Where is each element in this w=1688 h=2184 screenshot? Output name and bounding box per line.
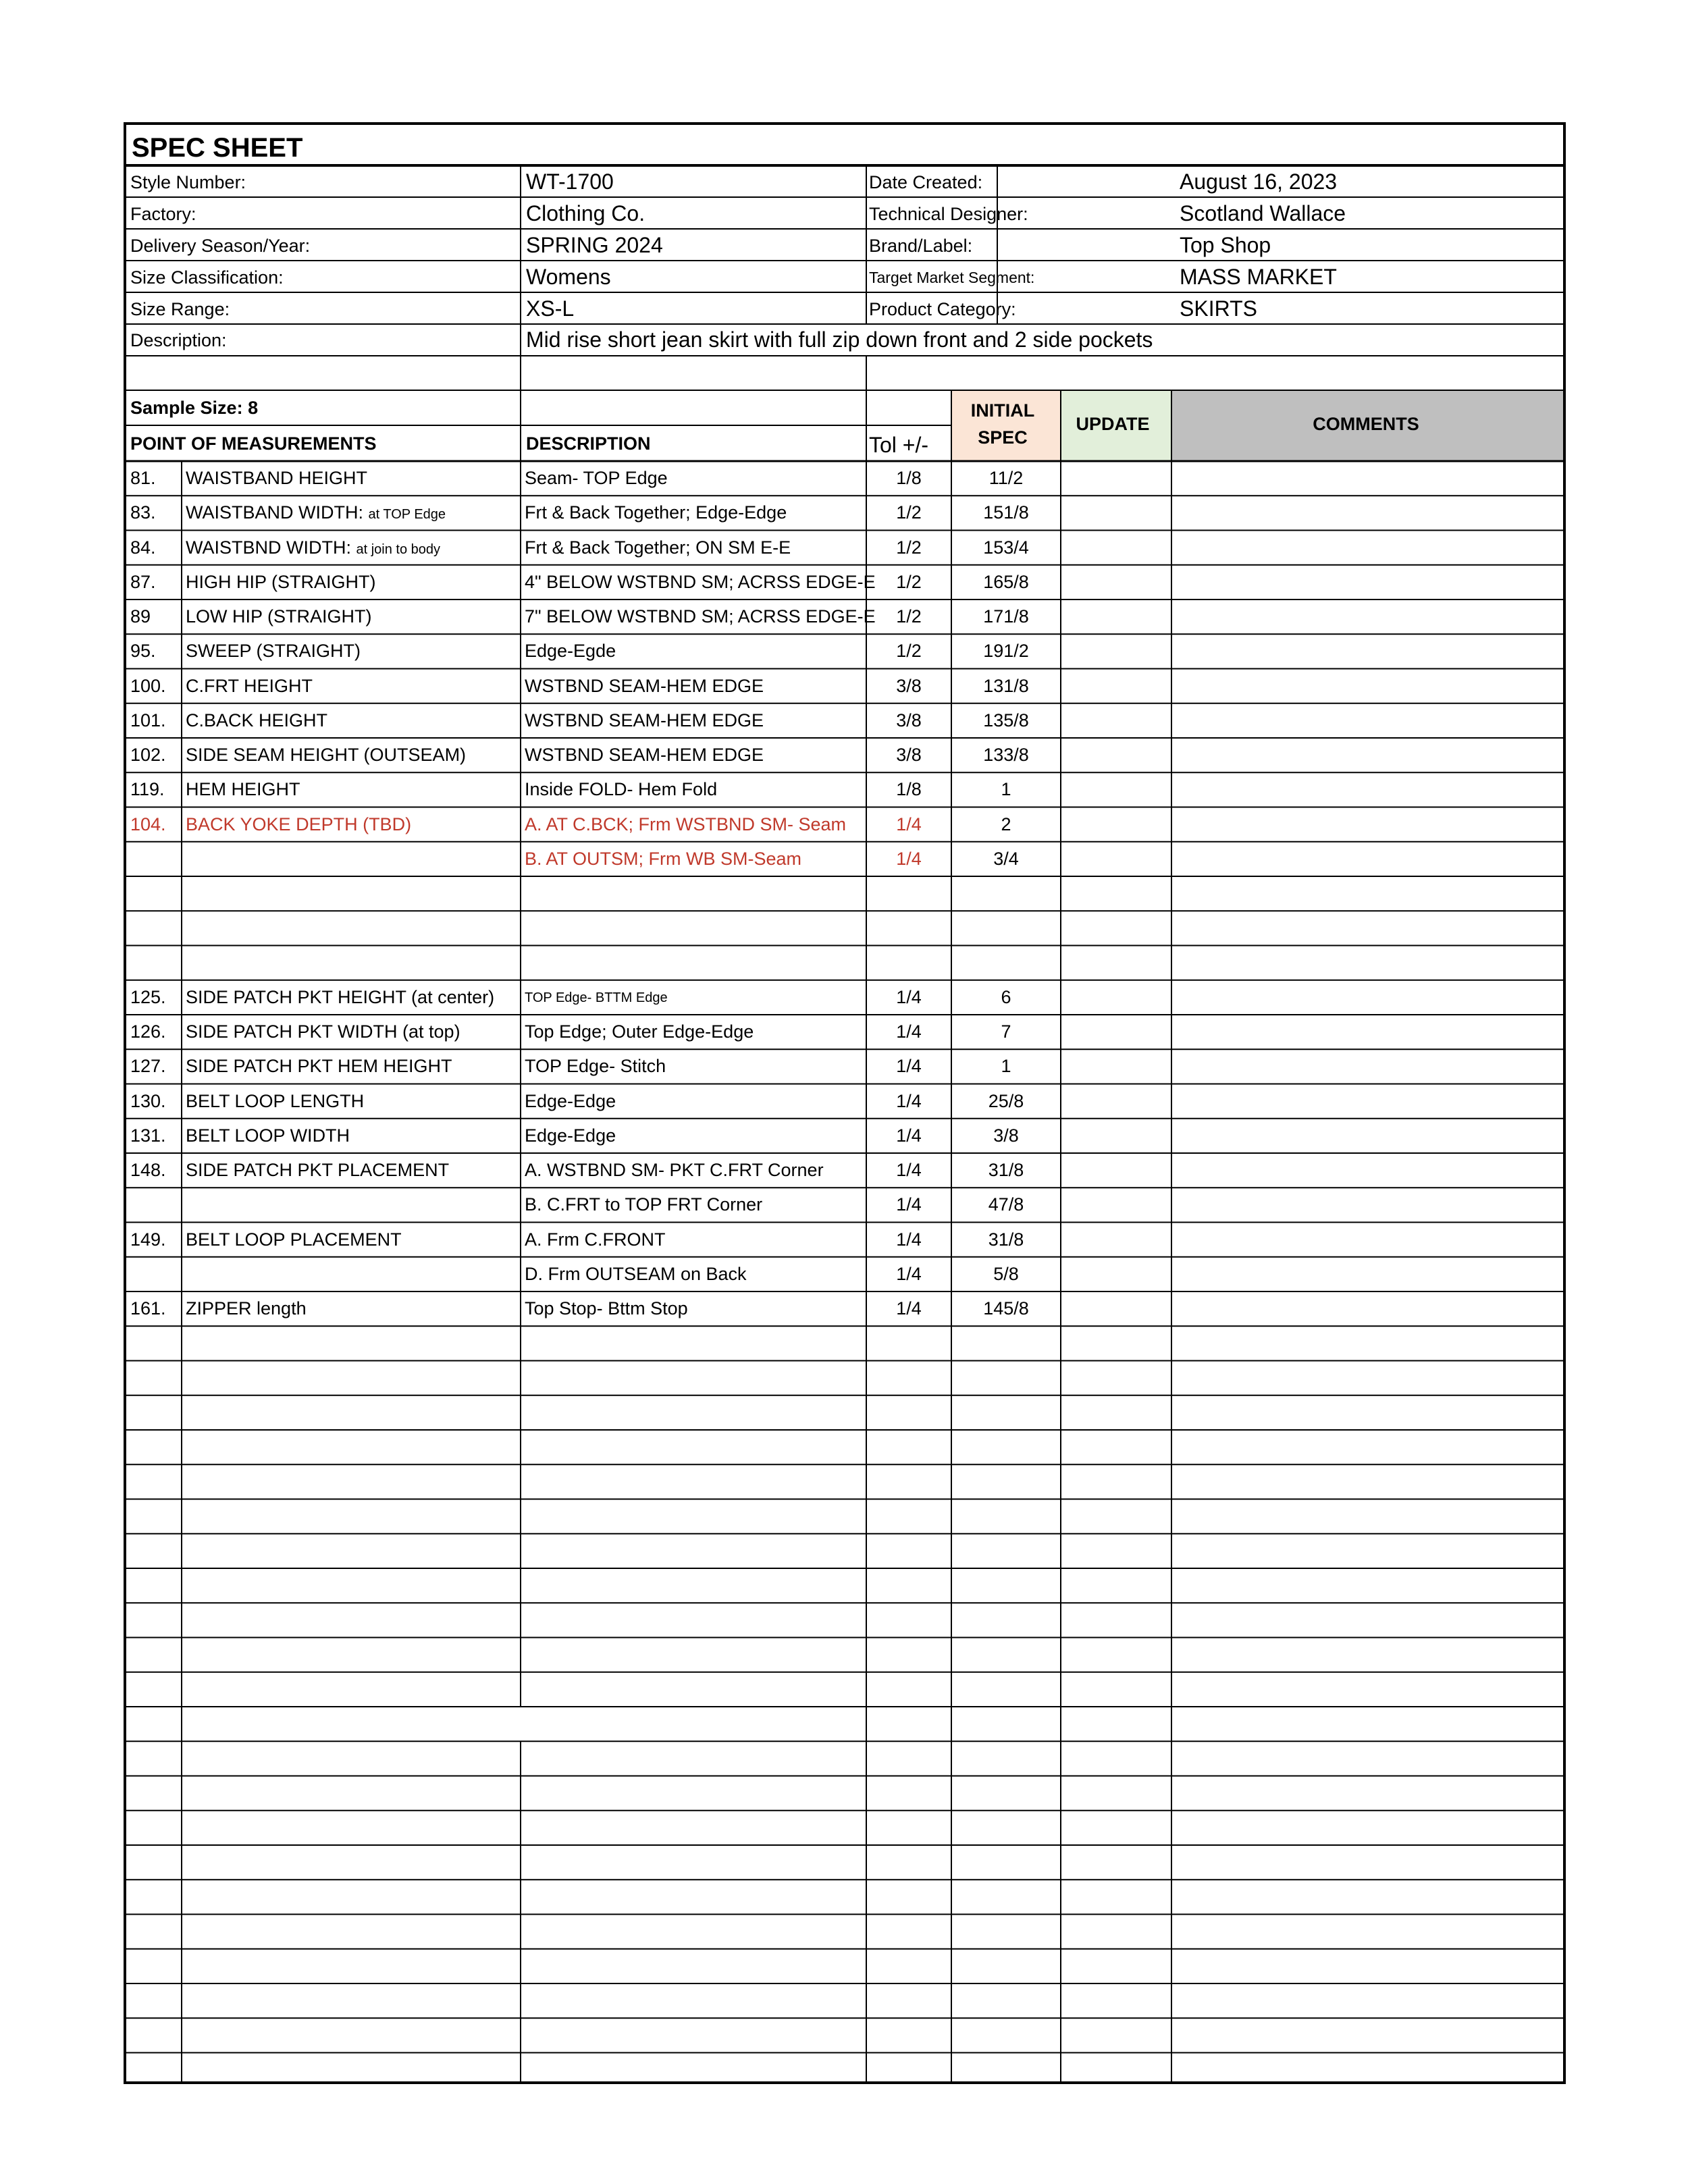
pom-name: BELT LOOP WIDTH bbox=[186, 1125, 350, 1146]
measure-description: Frt & Back Together; ON SM E-E bbox=[525, 537, 791, 558]
measure-description: Edge-Edge bbox=[525, 1090, 616, 1111]
pom-name: SIDE PATCH PKT HEIGHT (at center) bbox=[186, 986, 495, 1007]
measure-description: Seam- TOP Edge bbox=[525, 468, 668, 488]
pom-name: WAISTBAND HEIGHT bbox=[186, 468, 368, 488]
pom-name: SIDE PATCH PKT HEM HEIGHT bbox=[186, 1056, 452, 1077]
tolerance: 1/4 bbox=[896, 1263, 922, 1284]
initial-spec: 1 bbox=[1001, 779, 1011, 800]
measure-description: Top Stop- Bttm Stop bbox=[525, 1298, 688, 1319]
pom-name: LOW HIP (STRAIGHT) bbox=[186, 606, 372, 627]
sample-size: Sample Size: 8 bbox=[130, 398, 259, 418]
pom-name: WAISTBAND WIDTH: at TOP Edge bbox=[186, 502, 446, 523]
initial-spec: 5/8 bbox=[993, 1263, 1019, 1284]
initial-spec: 25/8 bbox=[988, 1090, 1024, 1111]
pom-name: BELT LOOP PLACEMENT bbox=[186, 1229, 402, 1250]
row-number: 87. bbox=[130, 571, 156, 592]
tolerance: 1/8 bbox=[896, 779, 922, 800]
row-number: 127. bbox=[130, 1056, 166, 1077]
row-number: 100. bbox=[130, 675, 166, 696]
tolerance: 1/2 bbox=[896, 502, 922, 523]
measure-description: 7" BELOW WSTBND SM; ACRSS EDGE-E bbox=[525, 606, 876, 627]
pom-name: HEM HEIGHT bbox=[186, 779, 300, 800]
tolerance: 3/8 bbox=[896, 710, 922, 730]
brand-label: Brand/Label: bbox=[869, 236, 973, 256]
tolerance: 3/8 bbox=[896, 745, 922, 765]
size-range-label: Size Range: bbox=[130, 299, 230, 319]
date-created-value: August 16, 2023 bbox=[1180, 169, 1338, 194]
size-range-value: XS-L bbox=[526, 296, 575, 321]
initial-spec: 135/8 bbox=[983, 710, 1029, 730]
description-label: Description: bbox=[130, 330, 227, 350]
tolerance: 1/4 bbox=[896, 1125, 922, 1146]
row-number: 81. bbox=[130, 468, 156, 488]
initial-spec: 171/8 bbox=[983, 606, 1029, 627]
spec-sheet bbox=[124, 122, 1566, 2084]
initial-spec: 3/4 bbox=[993, 848, 1019, 869]
initial-spec: 133/8 bbox=[983, 745, 1029, 765]
row-number: 89 bbox=[130, 606, 151, 627]
pom-name: SIDE SEAM HEIGHT (OUTSEAM) bbox=[186, 745, 467, 765]
tech-designer-value: Scotland Wallace bbox=[1180, 201, 1346, 225]
row-number: 95. bbox=[130, 641, 156, 662]
tolerance: 1/4 bbox=[896, 986, 922, 1007]
product-category-label: Product Category: bbox=[869, 299, 1016, 319]
tolerance: 1/4 bbox=[896, 1090, 922, 1111]
pom-name: ZIPPER length bbox=[186, 1298, 307, 1319]
measure-description: D. Frm OUTSEAM on Back bbox=[525, 1263, 747, 1284]
initial-spec: 151/8 bbox=[983, 502, 1029, 523]
initial-spec: 153/4 bbox=[983, 537, 1029, 558]
target-market-label: Target Market Segment: bbox=[869, 269, 1035, 286]
measure-description: B. AT OUTSM; Frm WB SM-Seam bbox=[525, 848, 802, 869]
pom-name: BELT LOOP LENGTH bbox=[186, 1090, 365, 1111]
description-value: Mid rise short jean skirt with full zip down front and 2 side pockets bbox=[526, 327, 1153, 352]
brand-value: Top Shop bbox=[1180, 233, 1271, 257]
size-class-value: Womens bbox=[526, 265, 611, 289]
tolerance: 3/8 bbox=[896, 675, 922, 696]
tolerance: 1/4 bbox=[896, 1229, 922, 1250]
pom-name: C.BACK HEIGHT bbox=[186, 710, 328, 730]
delivery-value: SPRING 2024 bbox=[526, 233, 663, 257]
initial-spec: 6 bbox=[1001, 986, 1011, 1007]
tolerance: 1/4 bbox=[896, 814, 922, 834]
tolerance: 1/4 bbox=[896, 848, 922, 869]
measure-description: B. C.FRT to TOP FRT Corner bbox=[525, 1194, 763, 1215]
product-category-value: SKIRTS bbox=[1180, 296, 1257, 321]
initial-spec: 47/8 bbox=[988, 1194, 1024, 1215]
update-header: UPDATE bbox=[1076, 414, 1150, 434]
pom-name: SIDE PATCH PKT WIDTH (at top) bbox=[186, 1021, 460, 1042]
row-number: 104. bbox=[130, 814, 166, 834]
measure-description: Inside FOLD- Hem Fold bbox=[525, 779, 718, 800]
initial-spec: 31/8 bbox=[988, 1160, 1024, 1180]
tolerance: 1/4 bbox=[896, 1056, 922, 1077]
initial-spec: 131/8 bbox=[983, 675, 1029, 696]
tolerance: 1/4 bbox=[896, 1194, 922, 1215]
pom-note: at TOP Edge bbox=[368, 507, 446, 523]
row-number: 101. bbox=[130, 710, 166, 730]
measure-description: Frt & Back Together; Edge-Edge bbox=[525, 502, 787, 523]
initial-spec: 2 bbox=[1001, 814, 1011, 834]
tolerance: 1/2 bbox=[896, 606, 922, 627]
measure-description: Top Edge; Outer Edge-Edge bbox=[525, 1021, 754, 1042]
size-class-label: Size Classification: bbox=[130, 267, 284, 288]
pom-name: BACK YOKE DEPTH (TBD) bbox=[186, 814, 412, 834]
factory-label: Factory: bbox=[130, 204, 196, 224]
pom-note: at join to body bbox=[356, 541, 441, 557]
measure-description: WSTBND SEAM-HEM EDGE bbox=[525, 745, 764, 765]
row-number: 161. bbox=[130, 1298, 166, 1319]
initial-spec: 3/8 bbox=[993, 1125, 1019, 1146]
initial-spec: 11/2 bbox=[988, 468, 1024, 488]
tolerance: 1/4 bbox=[896, 1298, 922, 1319]
measure-description: WSTBND SEAM-HEM EDGE bbox=[525, 710, 764, 730]
row-number: 149. bbox=[130, 1229, 166, 1250]
pom-name: WAISTBND WIDTH: at join to body bbox=[186, 537, 441, 558]
tolerance: 1/4 bbox=[896, 1021, 922, 1042]
row-number: 119. bbox=[130, 779, 165, 800]
measure-description: A. AT C.BCK; Frm WSTBND SM- Seam bbox=[525, 814, 847, 834]
measure-description: Edge-Egde bbox=[525, 641, 616, 662]
pom-header: POINT OF MEASUREMENTS bbox=[130, 433, 377, 454]
initial-spec: 1 bbox=[1001, 1056, 1011, 1077]
row-number: 126. bbox=[130, 1021, 166, 1042]
measure-description: A. Frm C.FRONT bbox=[525, 1229, 666, 1250]
style-number-label: Style Number: bbox=[130, 172, 246, 192]
row-number: 130. bbox=[130, 1090, 166, 1111]
measure-description: 4" BELOW WSTBND SM; ACRSS EDGE-E bbox=[525, 571, 876, 592]
tech-designer-label: Technical Designer: bbox=[869, 204, 1028, 224]
initial-spec: 165/8 bbox=[983, 571, 1029, 592]
pom-name: HIGH HIP (STRAIGHT) bbox=[186, 571, 376, 592]
measure-description: A. WSTBND SM- PKT C.FRT Corner bbox=[525, 1160, 824, 1180]
row-number: 148. bbox=[130, 1160, 166, 1180]
date-created-label: Date Created: bbox=[869, 172, 983, 192]
factory-value: Clothing Co. bbox=[526, 201, 645, 225]
delivery-label: Delivery Season/Year: bbox=[130, 236, 311, 256]
pom-name: SWEEP (STRAIGHT) bbox=[186, 641, 361, 662]
row-number: 125. bbox=[130, 986, 166, 1007]
initial-spec: 191/2 bbox=[983, 641, 1029, 662]
tol-header: Tol +/- bbox=[869, 433, 929, 457]
initial-spec: 145/8 bbox=[983, 1298, 1029, 1319]
description-header: DESCRIPTION bbox=[526, 433, 651, 454]
row-number: 83. bbox=[130, 502, 156, 523]
initial-header-2: SPEC bbox=[978, 427, 1028, 448]
comments-header: COMMENTS bbox=[1313, 414, 1419, 434]
style-number-value: WT-1700 bbox=[526, 169, 614, 194]
initial-spec: 31/8 bbox=[988, 1229, 1024, 1250]
measure-description: TOP Edge- BTTM Edge bbox=[525, 990, 668, 1005]
initial-spec: 7 bbox=[1001, 1021, 1011, 1042]
row-number: 84. bbox=[130, 537, 156, 558]
initial-header-1: INITIAL bbox=[970, 400, 1035, 421]
pom-name: C.FRT HEIGHT bbox=[186, 675, 313, 696]
sheet-title: SPEC SHEET bbox=[132, 133, 303, 163]
target-market-value: MASS MARKET bbox=[1180, 265, 1337, 289]
tolerance: 1/2 bbox=[896, 641, 922, 662]
row-number: 102. bbox=[130, 745, 166, 765]
measure-description: TOP Edge- Stitch bbox=[525, 1056, 666, 1077]
tolerance: 1/2 bbox=[896, 537, 922, 558]
pom-name: SIDE PATCH PKT PLACEMENT bbox=[186, 1160, 450, 1180]
measure-description: WSTBND SEAM-HEM EDGE bbox=[525, 675, 764, 696]
row-number: 131. bbox=[130, 1125, 166, 1146]
measure-description: Edge-Edge bbox=[525, 1125, 616, 1146]
tolerance: 1/4 bbox=[896, 1160, 922, 1180]
tolerance: 1/2 bbox=[896, 571, 922, 592]
tolerance: 1/8 bbox=[896, 468, 922, 488]
